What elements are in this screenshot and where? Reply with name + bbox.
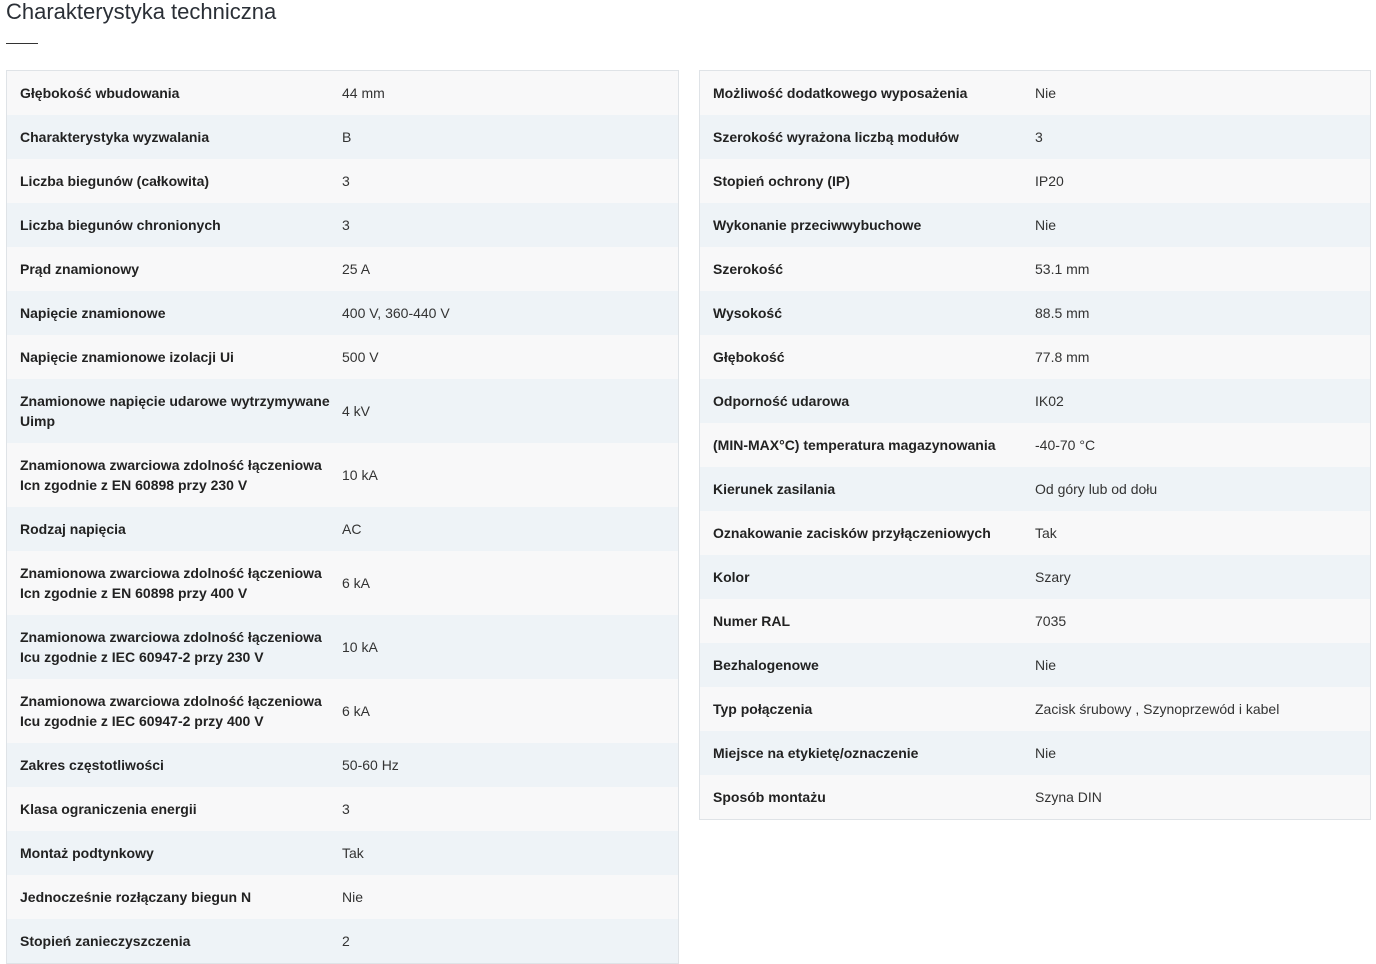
spec-name: Kierunek zasilania: [713, 481, 836, 497]
spec-value: 77.8 mm: [1035, 349, 1090, 365]
spec-row: [700, 511, 1370, 555]
spec-table-right: [699, 70, 1371, 820]
spec-value: Zacisk śrubowy , Szynoprzewód i kabel: [1035, 701, 1280, 717]
spec-row: [7, 379, 678, 443]
spec-value: Nie: [1035, 657, 1057, 673]
spec-value: AC: [342, 521, 362, 537]
spec-value: 10 kA: [342, 639, 378, 655]
spec-name: Numer RAL: [713, 613, 791, 629]
spec-value: 6 kA: [342, 703, 371, 719]
spec-row: [700, 599, 1370, 643]
spec-row: [700, 115, 1370, 159]
spec-value: 4 kV: [342, 403, 371, 419]
spec-name: Wysokość: [713, 305, 782, 321]
spec-name: Wykonanie przeciwwybuchowe: [713, 217, 922, 233]
spec-row: [7, 679, 678, 743]
spec-value: 6 kA: [342, 575, 371, 591]
spec-row: [700, 731, 1370, 775]
spec-row: [700, 423, 1370, 467]
spec-value: 50-60 Hz: [342, 757, 399, 773]
spec-value: Tak: [342, 845, 364, 861]
spec-value: Szyna DIN: [1035, 789, 1102, 805]
spec-name: Stopień ochrony (IP): [713, 173, 850, 189]
spec-value: IP20: [1035, 173, 1064, 189]
spec-name: Szerokość wyrażona liczbą modułów: [713, 129, 959, 145]
spec-value: 3: [1035, 129, 1043, 145]
spec-value: 400 V, 360-440 V: [342, 305, 450, 321]
spec-name: Napięcie znamionowe izolacji Ui: [20, 349, 234, 365]
spec-row: [7, 875, 678, 919]
spec-value: Szary: [1035, 569, 1071, 585]
spec-name: Liczba biegunów chronionych: [20, 217, 221, 233]
spec-value: 3: [342, 801, 350, 817]
spec-name: Znamionowa zwarciowa zdolność łączeniowa Icu zgodnie z IEC 60947-2 przy 400 V: [20, 693, 322, 729]
spec-name: Znamionowa zwarciowa zdolność łączeniowa Icu zgodnie z IEC 60947-2 przy 230 V: [20, 629, 322, 665]
spec-name: Klasa ograniczenia energii: [20, 801, 197, 817]
spec-row: [7, 159, 678, 203]
spec-name: Znamionowa zwarciowa zdolność łączeniowa Icn zgodnie z EN 60898 przy 400 V: [20, 565, 322, 601]
spec-value: -40-70 °C: [1035, 437, 1096, 453]
spec-row: [7, 291, 678, 335]
spec-row: [7, 203, 678, 247]
spec-name: Jednocześnie rozłączany biegun N: [20, 889, 252, 905]
spec-name: Możliwość dodatkowego wyposażenia: [713, 85, 968, 101]
spec-name: (MIN-MAX°C) temperatura magazynowania: [713, 437, 996, 453]
spec-name: Napięcie znamionowe: [20, 305, 166, 321]
spec-name: Szerokość: [713, 261, 784, 277]
spec-value: Nie: [342, 889, 364, 905]
spec-row: [700, 467, 1370, 511]
spec-name: Głębokość: [713, 349, 785, 365]
spec-row: [700, 775, 1370, 819]
spec-row: [7, 743, 678, 787]
spec-name: Rodzaj napięcia: [20, 521, 126, 537]
spec-value: Nie: [1035, 217, 1057, 233]
spec-name: Znamionowe napięcie udarowe wytrzymywane Uimp: [20, 393, 330, 429]
spec-row: [700, 159, 1370, 203]
spec-value: 2: [342, 933, 350, 949]
title-underline: [6, 43, 38, 44]
spec-value: 10 kA: [342, 467, 378, 483]
spec-name: Prąd znamionowy: [20, 261, 140, 277]
spec-name: Kolor: [713, 569, 750, 585]
spec-row: [7, 615, 678, 679]
spec-name: Miejsce na etykietę/oznaczenie: [713, 745, 919, 761]
spec-row: [7, 443, 678, 507]
spec-row: [7, 919, 678, 963]
spec-name: Liczba biegunów (całkowita): [20, 173, 210, 189]
spec-row: [7, 115, 678, 159]
spec-name: Montaż podtynkowy: [20, 845, 154, 861]
spec-value: B: [342, 129, 352, 145]
spec-row: [7, 787, 678, 831]
spec-value: 25 A: [342, 261, 371, 277]
spec-value: 500 V: [342, 349, 379, 365]
spec-name: Głębokość wbudowania: [20, 85, 180, 101]
spec-value: Od góry lub od dołu: [1035, 481, 1158, 497]
spec-name: Sposób montażu: [713, 789, 826, 805]
spec-row: [700, 291, 1370, 335]
spec-value: 44 mm: [342, 85, 385, 101]
spec-name: Stopień zanieczyszczenia: [20, 933, 191, 949]
spec-value: 88.5 mm: [1035, 305, 1090, 321]
spec-row: [700, 555, 1370, 599]
spec-row: [7, 551, 678, 615]
spec-row: [7, 335, 678, 379]
spec-row: [700, 203, 1370, 247]
spec-value: Nie: [1035, 85, 1057, 101]
spec-row: [700, 379, 1370, 423]
page-title: Charakterystyka techniczna: [6, 0, 277, 24]
spec-name: Typ połączenia: [713, 701, 813, 717]
spec-row: [700, 71, 1370, 115]
spec-row: [700, 335, 1370, 379]
spec-name: Zakres częstotliwości: [20, 757, 164, 773]
spec-row: [7, 507, 678, 551]
spec-table-left: [6, 70, 679, 964]
spec-name: Odporność udarowa: [713, 393, 850, 409]
spec-row: [7, 831, 678, 875]
spec-value: Tak: [1035, 525, 1057, 541]
spec-name: Znamionowa zwarciowa zdolność łączeniowa Icn zgodnie z EN 60898 przy 230 V: [20, 457, 322, 493]
spec-name: Bezhalogenowe: [713, 657, 819, 673]
spec-row: [700, 687, 1370, 731]
spec-value: 3: [342, 217, 350, 233]
spec-row: [7, 71, 678, 115]
spec-name: Charakterystyka wyzwalania: [20, 129, 210, 145]
spec-row: [7, 247, 678, 291]
spec-row: [700, 643, 1370, 687]
spec-value: IK02: [1035, 393, 1064, 409]
spec-value: 7035: [1035, 613, 1067, 629]
spec-name: Oznakowanie zacisków przyłączeniowych: [713, 525, 991, 541]
spec-value: 53.1 mm: [1035, 261, 1090, 277]
spec-value: Nie: [1035, 745, 1057, 761]
spec-row: [700, 247, 1370, 291]
spec-value: 3: [342, 173, 350, 189]
